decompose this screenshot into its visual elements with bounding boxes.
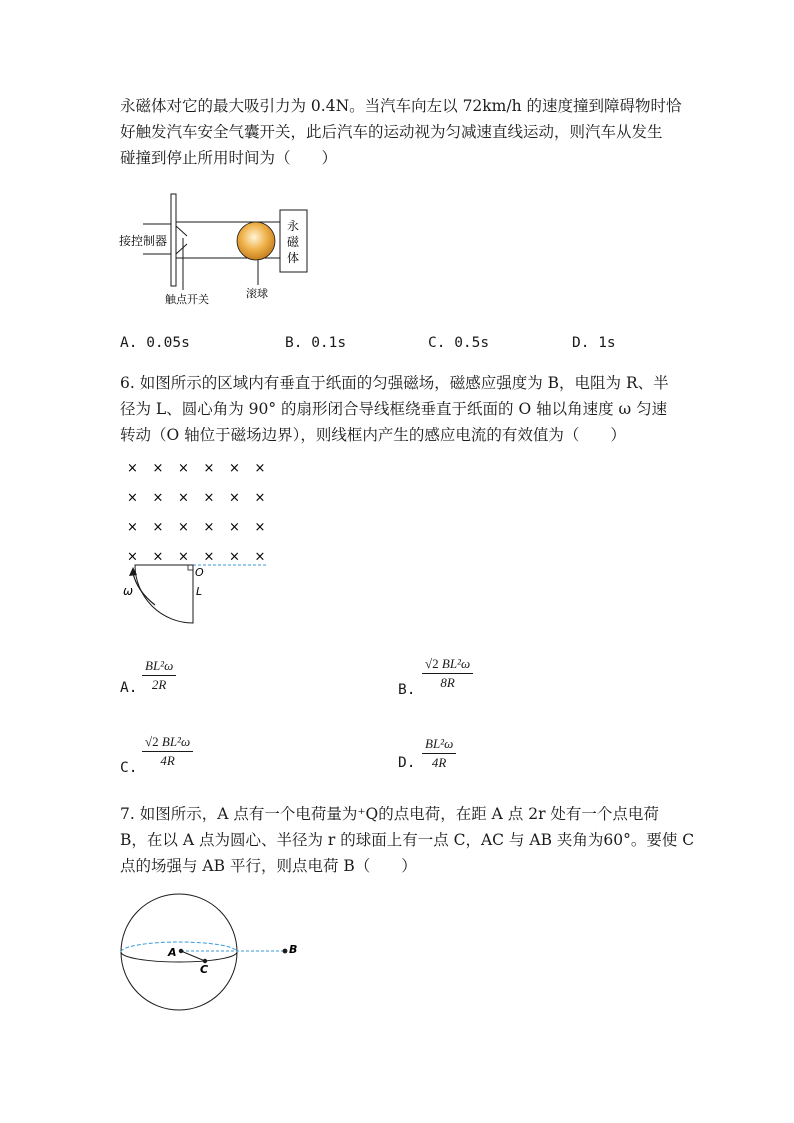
- fraction-numerator: [422, 736, 456, 754]
- option-label: A.: [120, 680, 138, 696]
- numerator-text: BL²ω: [145, 658, 174, 673]
- field-cross: ×: [229, 490, 240, 506]
- q6-option-a[interactable]: [120, 680, 137, 696]
- q6-option-d[interactable]: [398, 755, 415, 771]
- q5-option-a[interactable]: [120, 335, 190, 351]
- q7-line-2: B，在以 A 点为圆心、半径为 r 的球面上有一点 C，AC 与 AB 夹角为60°。要使 C: [120, 831, 695, 849]
- fraction-denominator: 2R: [151, 677, 167, 692]
- sqrt-symbol: √2: [425, 656, 439, 671]
- q6-line-3: 转动（O 轴位于磁场边界），则线框内产生的感应电流的有效值为（ ）: [120, 426, 626, 444]
- q6-option-a-fraction: [142, 658, 176, 693]
- field-cross: ×: [152, 520, 164, 535]
- omega-label: ω: [123, 584, 134, 598]
- fraction-denominator: 8R: [440, 675, 455, 690]
- field-cross: ×: [152, 549, 164, 565]
- field-cross: ×: [254, 549, 266, 565]
- q6-line-1: 6. 如图所示的区域内有垂直于纸面的匀强磁场，磁感应强度为 B，电阻为 R、半: [120, 374, 669, 392]
- q6-option-b[interactable]: [398, 682, 415, 698]
- point-b: [283, 949, 288, 954]
- contact-top: [176, 226, 187, 236]
- sphere-outline: [121, 894, 237, 1010]
- field-cross: ×: [203, 549, 215, 565]
- q6-option-c-fraction: [142, 734, 193, 769]
- q5-airbag-sensor-diagram: [115, 190, 315, 310]
- fraction-numerator: [142, 734, 193, 752]
- fraction-denominator: 4R: [431, 755, 447, 770]
- field-cross: ×: [229, 520, 240, 535]
- question-5-text: [120, 93, 680, 171]
- option-label: B.: [398, 682, 416, 698]
- field-cross: ×: [178, 490, 189, 506]
- magnet-label-1: 永: [287, 219, 300, 233]
- option-label: D.: [398, 755, 416, 771]
- point-a: [179, 949, 183, 953]
- q7-sphere-diagram: [115, 890, 305, 1015]
- field-cross: ×: [229, 461, 240, 476]
- ac-line: [181, 951, 205, 961]
- q7-line-1: 7. 如图所示，A 点有一个电荷量为⁺Q的点电荷，在距 A 点 2r 处有一个点电荷: [120, 805, 659, 823]
- question-7-text: [120, 801, 695, 879]
- q6-magnetic-field-diagram: [115, 455, 275, 630]
- q5-option-c[interactable]: [428, 335, 489, 351]
- q5-line-3: 碰撞到停止所用时间为（ ）: [120, 149, 338, 167]
- equator-front: [121, 952, 237, 962]
- field-cross: ×: [229, 549, 240, 565]
- label-a: A: [168, 946, 177, 959]
- field-cross: ×: [127, 549, 138, 565]
- field-cross: ×: [203, 490, 215, 506]
- question-6-text: [120, 370, 680, 448]
- controller-label: 接控制器: [119, 234, 168, 248]
- field-cross: ×: [178, 520, 189, 535]
- option-label: D.: [572, 335, 590, 351]
- field-cross: ×: [203, 461, 215, 476]
- field-cross: ×: [203, 520, 215, 535]
- field-cross: ×: [254, 520, 266, 535]
- option-label: C.: [120, 760, 138, 776]
- field-cross: ×: [254, 490, 266, 506]
- field-cross: ×: [152, 490, 164, 506]
- option-label: A.: [120, 335, 138, 351]
- radius-label: L: [196, 585, 203, 598]
- field-cross: ×: [127, 520, 138, 535]
- q7-line-3: 点的场强与 AB 平行，则点电荷 B（ ）: [120, 857, 417, 875]
- option-value: 0.5s: [454, 335, 490, 351]
- o-axis-label: O: [195, 566, 204, 579]
- label-c: C: [200, 963, 209, 976]
- fraction-denominator: 4R: [160, 753, 175, 768]
- label-b: B: [289, 943, 298, 956]
- q5-line-2: 好触发汽车安全气囊开关，此后汽车的运动视为匀减速直线运动，则汽车从发生: [120, 123, 663, 141]
- numerator-text: BL²ω: [425, 736, 454, 751]
- option-label: C.: [428, 335, 446, 351]
- q6-option-d-fraction: [422, 736, 456, 771]
- fraction-numerator: [142, 658, 176, 676]
- option-value: 0.1s: [311, 335, 347, 351]
- field-cross: ×: [127, 461, 138, 476]
- q6-line-2: 径为 L、圆心角为 90° 的扇形闭合导线框绕垂直于纸面的 O 轴以角速度 ω 匀速: [120, 400, 668, 418]
- q6-option-c[interactable]: [120, 760, 137, 776]
- switch-label: 触点开关: [165, 293, 209, 306]
- q6-option-b-fraction: [422, 656, 473, 691]
- field-cross: ×: [127, 490, 138, 506]
- q5-line-1: 永磁体对它的最大吸引力为 0.4N。当汽车向左以 72km/h 的速度撞到障碍物时恰: [120, 97, 682, 115]
- option-value: 0.05s: [146, 335, 190, 351]
- barrier-plate: [171, 194, 176, 286]
- q5-option-b[interactable]: [285, 335, 346, 351]
- magnet-label-3: 体: [287, 251, 300, 265]
- numerator-text: BL²ω: [161, 734, 191, 749]
- option-label: B.: [285, 335, 303, 351]
- field-cross: ×: [254, 461, 266, 476]
- field-cross: ×: [152, 461, 164, 476]
- option-value: 1s: [598, 335, 616, 351]
- field-cross: ×: [178, 549, 189, 565]
- ball-label: 滚球: [246, 287, 268, 300]
- sqrt-symbol: √2: [145, 734, 159, 749]
- q5-option-d[interactable]: [572, 335, 616, 351]
- field-cross: ×: [178, 461, 189, 476]
- right-angle-mark: [188, 565, 193, 570]
- magnet-label-2: 磁: [287, 235, 300, 249]
- field-crosses: [127, 461, 265, 565]
- rolling-ball: [237, 222, 275, 260]
- numerator-text: BL²ω: [441, 656, 471, 671]
- fraction-numerator: [422, 656, 473, 674]
- contact-bottom: [176, 244, 187, 254]
